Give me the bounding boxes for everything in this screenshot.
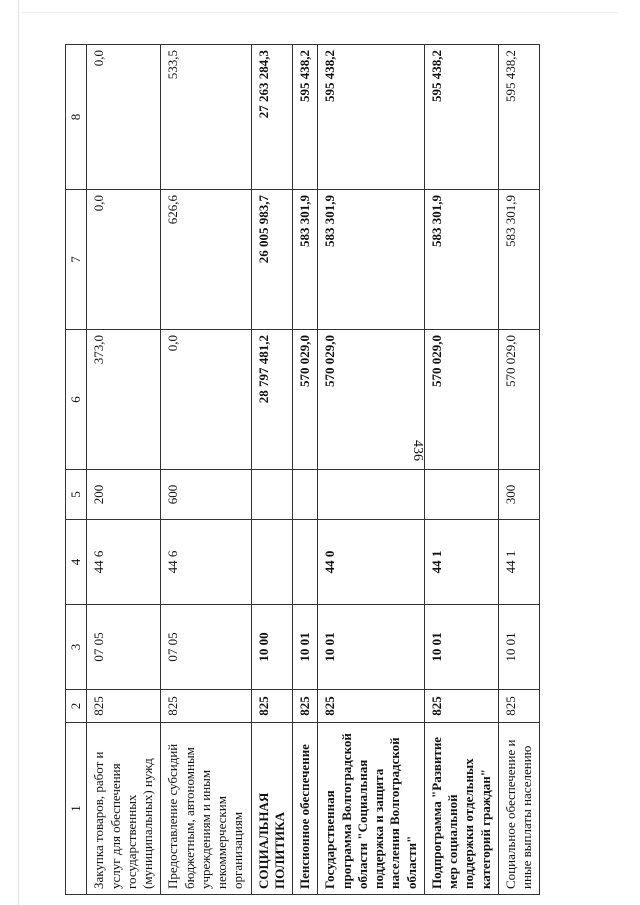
- row-amount-col6: 0,0: [161, 330, 251, 470]
- column-header-8: 8: [66, 45, 87, 190]
- rotated-sheet: [65, 44, 540, 895]
- scan-edge-left: [18, 0, 19, 905]
- row-section-code: 10 00: [251, 605, 293, 690]
- row-target-code: 44 1: [424, 520, 498, 605]
- column-header-3: 3: [66, 605, 87, 690]
- row-expense-type: [251, 470, 293, 520]
- row-section-code: 10 01: [318, 605, 425, 690]
- row-amount-col8: 533,5: [161, 45, 251, 190]
- header-row: [66, 45, 87, 895]
- row-admin-code: 825: [318, 690, 425, 723]
- row-amount-col8: 595 438,2: [293, 45, 318, 190]
- page-number: 436: [410, 440, 425, 461]
- row-amount-col8: 595 438,2: [318, 45, 425, 190]
- row-expense-type: 300: [498, 470, 540, 520]
- table-body: [87, 45, 540, 895]
- column-header-4: 4: [66, 520, 87, 605]
- row-expense-type: 200: [87, 470, 161, 520]
- table-row: [87, 45, 161, 895]
- row-amount-col8: 27 263 284,3: [251, 45, 293, 190]
- row-amount-col7: 583 301,9: [498, 190, 540, 330]
- table-row: [161, 45, 251, 895]
- row-section-code: 10 01: [424, 605, 498, 690]
- row-amount-col6: 373,0: [87, 330, 161, 470]
- scan-edge-top: [22, 12, 618, 13]
- row-amount-col7: 583 301,9: [424, 190, 498, 330]
- row-amount-col8: 595 438,2: [424, 45, 498, 190]
- row-name: Предоставление субсидий бюджетным, автономным учреждениям и иным некоммерческим организациям: [161, 723, 251, 895]
- row-amount-col6: 570 029,0: [318, 330, 425, 470]
- row-amount-col6: 28 797 481,2: [251, 330, 293, 470]
- row-amount-col7: 626,6: [161, 190, 251, 330]
- row-admin-code: 825: [161, 690, 251, 723]
- row-amount-col6: 570 029,0: [293, 330, 318, 470]
- row-section-code: 10 01: [498, 605, 540, 690]
- row-amount-col8: 595 438,2: [498, 45, 540, 190]
- row-amount-col7: 583 301,9: [293, 190, 318, 330]
- row-name: Социальное обеспечение и иные выплаты населению: [498, 723, 540, 895]
- table-row: [318, 45, 425, 895]
- column-header-7: 7: [66, 190, 87, 330]
- row-name: Государственная программа Волгоградской области "Социальная поддержка и защита населения Волгоградской области": [318, 723, 425, 895]
- row-section-code: 07 05: [161, 605, 251, 690]
- row-expense-type: [293, 470, 318, 520]
- row-target-code: [251, 520, 293, 605]
- row-amount-col6: 570 029,0: [424, 330, 498, 470]
- row-target-code: 44 0: [318, 520, 425, 605]
- row-admin-code: 825: [424, 690, 498, 723]
- row-amount-col7: 583 301,9: [318, 190, 425, 330]
- column-header-2: 2: [66, 690, 87, 723]
- table-row: [251, 45, 293, 895]
- column-header-5: 5: [66, 470, 87, 520]
- column-header-1: 1: [66, 723, 87, 895]
- row-admin-code: 825: [87, 690, 161, 723]
- row-expense-type: 600: [161, 470, 251, 520]
- table-row: [424, 45, 498, 895]
- row-target-code: [293, 520, 318, 605]
- row-admin-code: 825: [251, 690, 293, 723]
- row-amount-col6: 570 029,0: [498, 330, 540, 470]
- column-header-6: 6: [66, 330, 87, 470]
- row-amount-col7: 26 005 983,7: [251, 190, 293, 330]
- row-section-code: 10 01: [293, 605, 318, 690]
- budget-table: [65, 44, 540, 895]
- row-section-code: 07 05: [87, 605, 161, 690]
- table-row: [498, 45, 540, 895]
- row-name: Подпрограмма "Развитие мер социальной поддержки отдельных категорий граждан": [424, 723, 498, 895]
- row-name: СОЦИАЛЬНАЯ ПОЛИТИКА: [251, 723, 293, 895]
- table-row: [293, 45, 318, 895]
- row-expense-type: [424, 470, 498, 520]
- row-admin-code: 825: [498, 690, 540, 723]
- row-amount-col7: 0,0: [87, 190, 161, 330]
- row-name: Пенсионное обеспечение: [293, 723, 318, 895]
- row-expense-type: [318, 470, 425, 520]
- row-target-code: 44 1: [498, 520, 540, 605]
- row-amount-col8: 0,0: [87, 45, 161, 190]
- row-admin-code: 825: [293, 690, 318, 723]
- row-target-code: 44 6: [87, 520, 161, 605]
- row-name: Закупка товаров, работ и услуг для обеспечения государственных (муниципальных) нужд: [87, 723, 161, 895]
- row-target-code: 44 6: [161, 520, 251, 605]
